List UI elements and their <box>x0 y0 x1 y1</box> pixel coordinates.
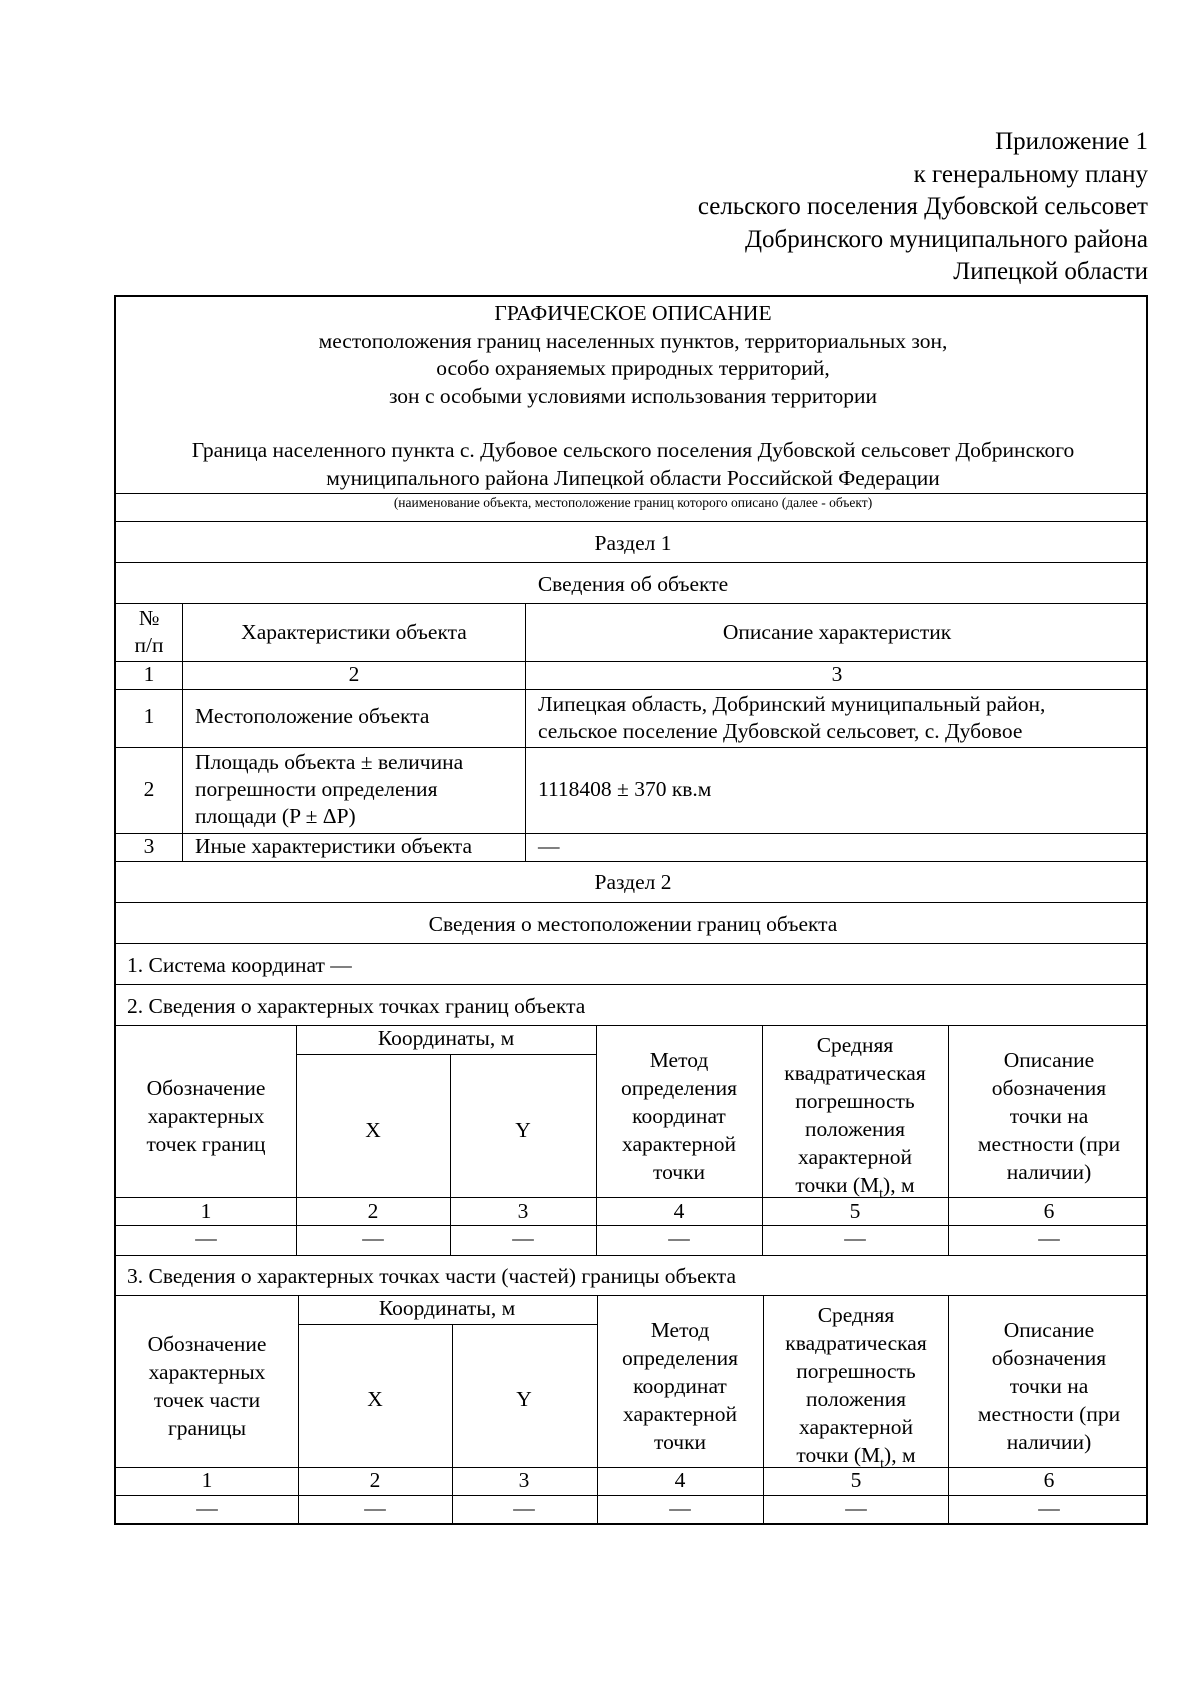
column-number-3: 3 <box>831 662 843 686</box>
t1-number-6: 6 <box>1043 1199 1055 1223</box>
t1-y-header: Y <box>515 1118 531 1142</box>
t1-col4-line-3: координат <box>632 1104 726 1128</box>
divider <box>298 1295 299 1525</box>
t1-col6-line-2: обозначения <box>991 1076 1107 1100</box>
row-2-description: 1118408 ± 370 кв.м <box>538 777 712 801</box>
row-1-description-line-2: сельское поселение Дубовской сельсовет, с. Дубовое <box>538 719 1023 743</box>
row-2-characteristic-line-2: погрешности определения <box>195 777 438 801</box>
t2-x-header: X <box>367 1387 383 1411</box>
t2-number-4: 4 <box>674 1468 686 1492</box>
t1-col5-line-2: квадратическая <box>784 1061 926 1085</box>
divider <box>116 1255 1146 1256</box>
t2-col4-line-4: характерной <box>623 1402 737 1426</box>
t2-number-5: 5 <box>850 1468 862 1492</box>
t2-dash-2: — <box>364 1496 386 1520</box>
annex-line-5: Липецкой области <box>953 258 1148 285</box>
object-caption: (наименование объекта, местоположение границ которого описано (далее - объект) <box>393 495 873 510</box>
t1-col5-line-4: положения <box>805 1117 905 1141</box>
section-2-title: Раздел 2 <box>594 870 672 894</box>
t1-number-3: 3 <box>517 1199 529 1223</box>
t1-x-header: X <box>365 1118 381 1142</box>
t2-number-2: 2 <box>369 1468 381 1492</box>
row-1-number: 1 <box>143 704 155 728</box>
t1-number-5: 5 <box>849 1199 861 1223</box>
t1-col6-line-3: точки на <box>1009 1104 1089 1128</box>
t1-col1-line-3: точек границ <box>146 1132 266 1156</box>
t1-col4-line-5: точки <box>652 1160 706 1184</box>
t2-col4-line-3: координат <box>633 1374 727 1398</box>
t2-col4-line-2: определения <box>622 1346 738 1370</box>
t1-col4-line-4: характерной <box>622 1132 736 1156</box>
divider <box>116 493 1146 494</box>
row-3-description: — <box>538 834 560 858</box>
annex-line-4: Добринского муниципального района <box>744 225 1148 253</box>
t1-col1-line-1: Обозначение <box>146 1076 266 1100</box>
t1-col4-line-1: Метод <box>649 1048 709 1072</box>
row-2-characteristic-line-1: Площадь объекта ± величина <box>195 750 464 774</box>
document-subtitle-3: зон с особыми условиями использования территории <box>388 384 878 408</box>
document-title: ГРАФИЧЕСКОЕ ОПИСАНИЕ <box>494 301 772 325</box>
t2-number-3: 3 <box>518 1468 530 1492</box>
divider <box>116 661 1146 662</box>
divider <box>762 1025 763 1255</box>
t2-col1-line-3: точек части <box>153 1388 261 1412</box>
t1-col6-line-4: местности (при <box>977 1132 1121 1156</box>
t1-col6-line-5: наличии) <box>1006 1160 1092 1184</box>
divider <box>116 1295 1146 1296</box>
t1-col5-last-suffix: ), м <box>883 1173 915 1197</box>
document-subtitle-1: местоположения границ населенных пунктов, территориальных зон, <box>318 329 948 353</box>
column-header-description: Описание характеристик <box>722 620 952 644</box>
divider <box>116 1495 1146 1496</box>
t2-dash-4: — <box>669 1496 691 1520</box>
divider <box>596 1025 597 1255</box>
t2-dash-5: — <box>845 1496 867 1520</box>
graphic-description-table <box>114 295 1148 1525</box>
divider <box>116 562 1146 563</box>
document-subtitle-2: особо охраняемых природных территорий, <box>436 356 830 380</box>
object-name-line-2: муниципального района Липецкой области Российской Федерации <box>326 466 940 490</box>
t2-col4-line-5: точки <box>653 1430 707 1454</box>
t2-dash-6: — <box>1038 1496 1060 1520</box>
t1-col5-line-3: погрешность <box>795 1089 915 1113</box>
t2-col6-line-4: местности (при <box>977 1402 1121 1426</box>
annex-line-2: к генеральному плану <box>913 160 1148 188</box>
object-name-line-1: Граница населенного пункта с. Дубовое сельского поселения Дубовской сельсовет Добринского <box>191 438 1075 462</box>
t1-col5-last-sub: t <box>879 1186 884 1202</box>
part-points-title: 3. Сведения о характерных точках части (частей) границы объекта <box>127 1264 736 1288</box>
divider <box>116 747 1146 748</box>
divider <box>116 1225 1146 1226</box>
t2-col6-line-2: обозначения <box>991 1346 1107 1370</box>
t1-col4-line-2: определения <box>621 1076 737 1100</box>
t2-col5-line-2: квадратическая <box>785 1331 927 1355</box>
t1-col5-last-prefix: точки (M <box>795 1173 880 1197</box>
section-2-subtitle: Сведения о местоположении границ объекта <box>428 912 838 936</box>
section-1-subtitle: Сведения об объекте <box>537 572 729 596</box>
divider <box>948 1025 949 1255</box>
divider <box>116 689 1146 690</box>
divider <box>296 1054 596 1055</box>
t2-col1-line-2: характерных <box>148 1360 266 1384</box>
t1-dash-3: — <box>512 1226 534 1250</box>
t1-number-1: 1 <box>200 1199 212 1223</box>
coordinate-system: 1. Система координат — <box>127 953 352 977</box>
divider <box>298 1324 597 1325</box>
t2-col5-line-3: погрешность <box>796 1359 916 1383</box>
divider <box>116 861 1146 862</box>
t2-col1-line-1: Обозначение <box>147 1332 267 1356</box>
divider <box>116 521 1146 522</box>
t1-col1-line-2: характерных <box>147 1104 265 1128</box>
boundary-points-title: 2. Сведения о характерных точках границ объекта <box>127 994 586 1018</box>
divider <box>525 603 526 861</box>
t1-col6-line-1: Описание <box>1003 1048 1095 1072</box>
t1-dash-4: — <box>668 1226 690 1250</box>
t2-col5-last-sub: t <box>880 1456 885 1472</box>
t1-number-4: 4 <box>673 1199 685 1223</box>
column-header-characteristics: Характеристики объекта <box>241 620 467 644</box>
t2-col5-last-suffix: ), м <box>884 1443 916 1467</box>
t2-col4-line-1: Метод <box>650 1318 710 1342</box>
row-3-characteristic: Иные характеристики объекта <box>195 834 473 858</box>
column-header-no-2: п/п <box>134 633 164 657</box>
t2-number-1: 1 <box>201 1468 213 1492</box>
divider <box>763 1295 764 1525</box>
t1-dash-6: — <box>1038 1226 1060 1250</box>
t2-col5-line-4: положения <box>806 1387 906 1411</box>
t2-col5-line-1: Средняя <box>817 1303 895 1327</box>
t2-y-header: Y <box>516 1387 532 1411</box>
t2-col5-line-5: характерной <box>799 1415 913 1439</box>
t2-col6-line-5: наличии) <box>1006 1430 1092 1454</box>
divider <box>116 1467 1146 1468</box>
row-1-characteristic: Местоположение объекта <box>195 704 430 728</box>
t1-col5-line-5: характерной <box>798 1145 912 1169</box>
divider <box>116 902 1146 903</box>
divider <box>597 1295 598 1525</box>
t2-number-6: 6 <box>1043 1468 1055 1492</box>
divider <box>116 603 1146 604</box>
t2-col6-line-1: Описание <box>1003 1318 1095 1342</box>
t2-dash-1: — <box>196 1496 218 1520</box>
divider <box>296 1025 297 1255</box>
row-1-description-line-1: Липецкая область, Добринский муниципальный район, <box>538 692 1046 716</box>
row-3-number: 3 <box>143 834 155 858</box>
annex-line-1: Приложение 1 <box>995 128 1148 155</box>
divider <box>116 1025 1146 1026</box>
row-2-number: 2 <box>143 777 155 801</box>
divider <box>948 1295 949 1525</box>
column-header-no-1: № <box>138 606 160 630</box>
t2-col6-line-3: точки на <box>1009 1374 1089 1398</box>
annex-line-3: сельского поселения Дубовской сельсовет <box>697 193 1148 220</box>
t2-col5-last-prefix: точки (M <box>796 1443 881 1467</box>
t1-dash-1: — <box>195 1226 217 1250</box>
section-1-title: Раздел 1 <box>594 531 672 555</box>
t1-coordinates-header: Координаты, м <box>377 1026 515 1050</box>
t1-col5-line-1: Средняя <box>816 1033 894 1057</box>
divider <box>116 1197 1146 1198</box>
t2-coordinates-header: Координаты, м <box>378 1296 516 1320</box>
divider <box>182 603 183 861</box>
t1-dash-5: — <box>844 1226 866 1250</box>
column-number-2: 2 <box>348 662 360 686</box>
divider <box>116 984 1146 985</box>
t1-number-2: 2 <box>367 1199 379 1223</box>
row-2-characteristic-line-3: площади (P ± ΔP) <box>195 804 356 828</box>
t1-dash-2: — <box>362 1226 384 1250</box>
t2-col1-line-4: границы <box>167 1416 247 1440</box>
annex-block <box>548 126 1148 289</box>
t2-dash-3: — <box>513 1496 535 1520</box>
divider <box>116 943 1146 944</box>
column-number-1: 1 <box>143 662 155 686</box>
